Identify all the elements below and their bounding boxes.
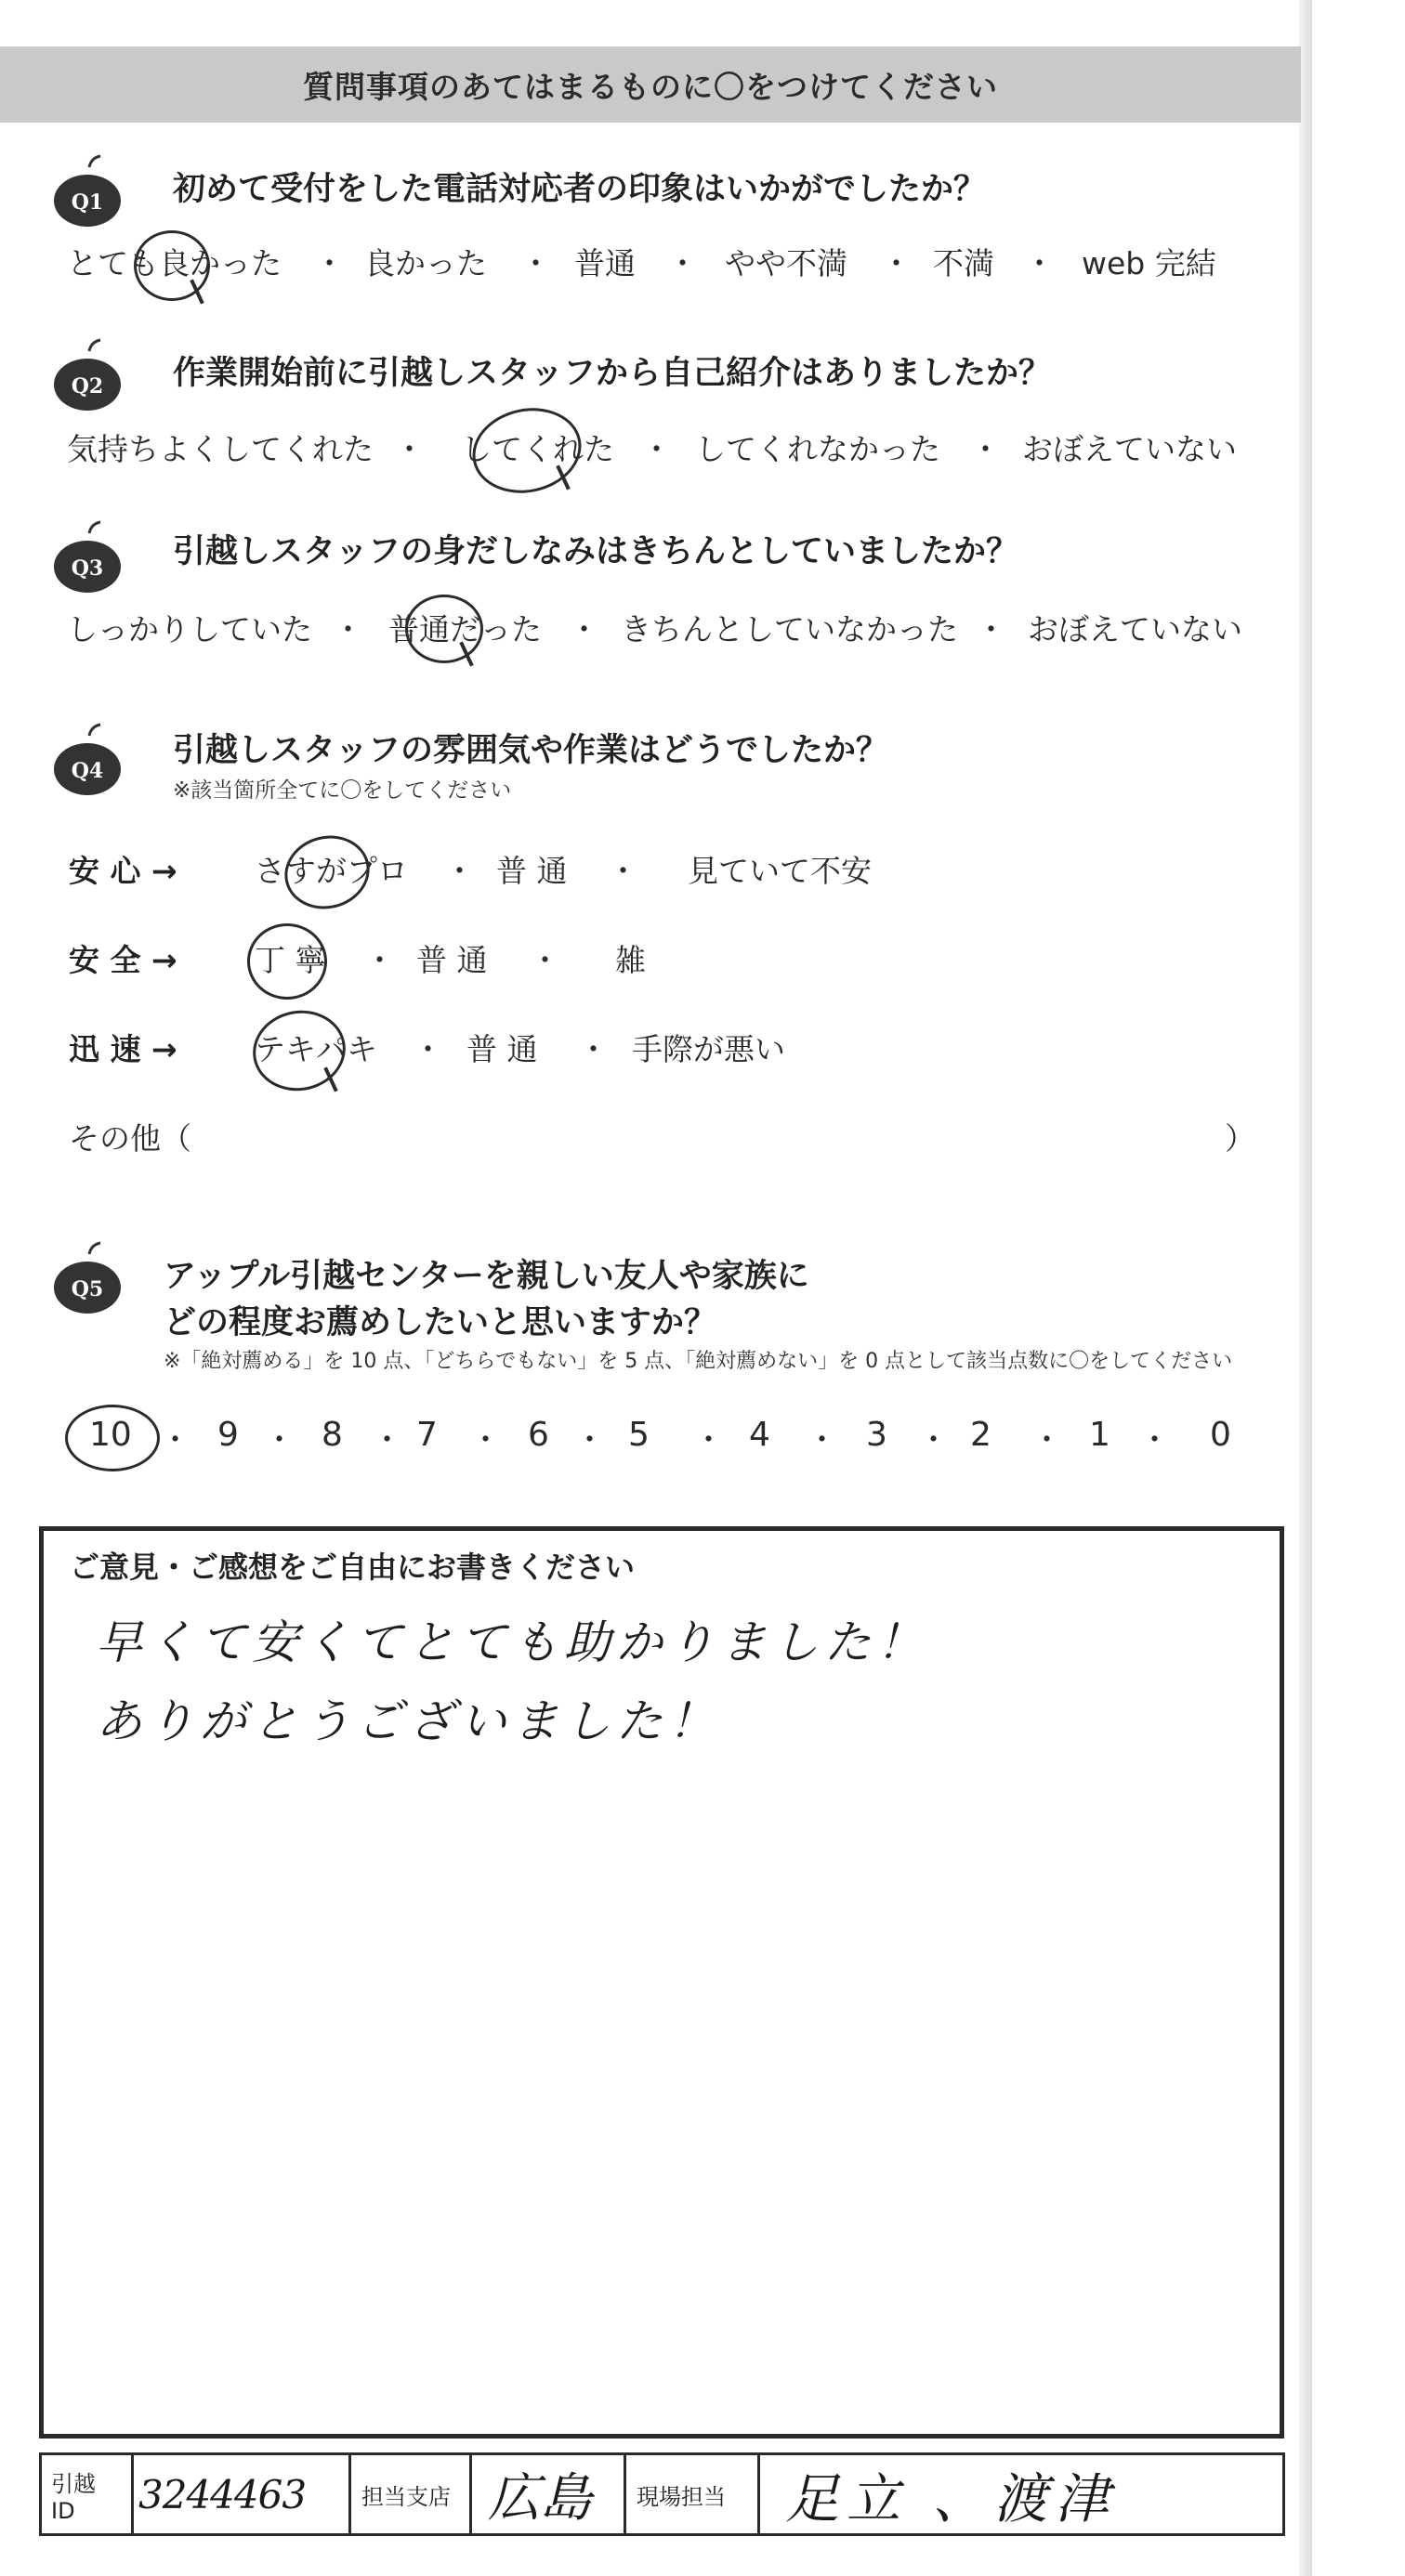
q4-anzen-selection-circle [247, 923, 327, 1000]
branch-label-cell [352, 2455, 469, 2533]
q4-anshin-option-1[interactable]: さすがプロ [255, 853, 408, 889]
q5-score-7[interactable]: 7 [416, 1416, 438, 1454]
separator: ・ [807, 1421, 837, 1458]
separator: ・ [693, 1421, 724, 1458]
divider [348, 2455, 351, 2533]
q5-selection-circle [65, 1405, 160, 1471]
q5-score-9[interactable]: 9 [217, 1416, 239, 1454]
q2-option-2[interactable]: してくれた [461, 431, 614, 467]
q2-option-1[interactable]: 気持ちよくしてくれた [67, 431, 374, 467]
q5-question-line2: どの程度お薦めしたいと思いますか？ [164, 1304, 717, 1341]
separator: ・ [470, 1421, 501, 1458]
q4-anshin-option-2[interactable]: 普 通 [496, 853, 568, 889]
separator: ・ [333, 611, 363, 647]
separator: ・ [976, 611, 1006, 647]
q2-question: 作業開始前に引越しスタッフから自己紹介はありましたか？ [173, 355, 1052, 392]
staff-value: 足立 、渡津 [785, 2467, 1117, 2530]
separator: ・ [413, 1031, 443, 1067]
q3-badge: Q3 [71, 556, 104, 581]
q4-question: 引越しスタッフの雰囲気や作業はどうでしたか？ [173, 732, 889, 769]
q5-score-1[interactable]: 1 [1089, 1416, 1110, 1454]
q5-score-8[interactable]: 8 [322, 1416, 343, 1454]
q3-option-1[interactable]: しっかりしていた [67, 611, 312, 647]
q4-other-close: ） [1225, 1120, 1255, 1157]
q3-apple-icon [48, 520, 126, 598]
q1-option-4[interactable]: やや不満 [725, 245, 847, 281]
q3-option-2[interactable]: 普通だった [388, 611, 542, 647]
separator: ・ [444, 853, 475, 889]
q3-question: 引越しスタッフの身だしなみはきちんとしていましたか？ [173, 533, 1019, 570]
move-id-value: 3244463 [138, 2471, 307, 2517]
separator: ・ [364, 942, 395, 978]
q3-option-3[interactable]: きちんとしていなかった [621, 611, 958, 647]
q4-note: ※該当箇所全てに〇をしてください [173, 778, 512, 803]
branch-label: 担当支店 [361, 2483, 451, 2510]
q5-score-6[interactable]: 6 [528, 1416, 549, 1454]
separator: ・ [520, 245, 551, 281]
q2-apple-icon [48, 338, 126, 416]
q5-score-2[interactable]: 2 [970, 1416, 991, 1454]
separator: ・ [530, 942, 560, 978]
q4-badge: Q4 [71, 759, 104, 783]
q5-note: ※「絶対薦める」を 10 点、「どちらでもない」を 5 点、「絶対薦めない」を 0 点として該当点数に〇をしてください [164, 1350, 1233, 1373]
q2-selection-circle [465, 399, 589, 503]
separator: ・ [569, 611, 599, 647]
q5-question-line1: アップル引越センターを親しい友人や家族に [164, 1258, 809, 1295]
divider [469, 2455, 472, 2533]
q4-row-anshin-label: 安 心 → [69, 853, 177, 889]
q4-anshin-option-3[interactable]: 見ていて不安 [688, 853, 872, 889]
comment-handwritten-line-2: ありがとうございました！ [96, 1694, 720, 1748]
separator: ・ [574, 1421, 605, 1458]
q4-anzen-option-3[interactable]: 雑 [615, 942, 646, 978]
q3-selection-circle [405, 595, 483, 663]
q1-option-6[interactable]: web 完結 [1082, 245, 1216, 281]
separator: ・ [1024, 245, 1055, 281]
q2-option-4[interactable]: おぼえていない [1022, 431, 1237, 467]
separator: ・ [641, 431, 672, 467]
q2-badge: Q2 [71, 374, 104, 399]
separator: ・ [608, 853, 638, 889]
q1-option-1[interactable]: とても良かった [67, 245, 282, 281]
q1-option-3[interactable]: 普通 [574, 245, 636, 281]
q4-other-label: その他（ [69, 1120, 191, 1157]
q4-anzen-option-1[interactable]: 丁 寧 [255, 942, 326, 978]
separator: ・ [1139, 1421, 1170, 1458]
q1-option-5[interactable]: 不満 [933, 245, 994, 281]
separator: ・ [918, 1421, 949, 1458]
q5-score-10[interactable]: 10 [89, 1416, 132, 1454]
q4-jinsoku-option-2[interactable]: 普 通 [466, 1031, 538, 1067]
instruction-text: 質問事項のあてはまるものに〇をつけてください [303, 68, 998, 105]
paper-edge [1299, 0, 1312, 2576]
q4-jinsoku-option-3[interactable]: 手際が悪い [632, 1031, 785, 1067]
q4-row-anzen-label: 安 全 → [69, 942, 177, 978]
staff-label-cell [627, 2455, 757, 2533]
comment-box[interactable] [39, 1526, 1284, 2439]
separator: ・ [394, 431, 425, 467]
q2-option-3[interactable]: してくれなかった [695, 431, 940, 467]
q1-badge: Q1 [71, 190, 104, 215]
move-id-label: 引越 ID [51, 2470, 96, 2524]
separator: ・ [667, 245, 698, 281]
move-id-value-cell [138, 2455, 361, 2533]
separator: ・ [160, 1421, 190, 1458]
q5-badge: Q5 [71, 1277, 104, 1301]
q5-score-5[interactable]: 5 [628, 1416, 650, 1454]
q5-apple-icon [48, 1241, 126, 1319]
divider [757, 2455, 760, 2533]
staff-value-cell [785, 2455, 1268, 2533]
q4-jinsoku-option-1[interactable]: テキパキ [255, 1031, 377, 1067]
move-id-label-cell [42, 2455, 131, 2533]
footer-info-table [39, 2452, 1285, 2536]
instruction-header [0, 46, 1301, 123]
q5-score-0[interactable]: 0 [1210, 1416, 1231, 1454]
divider [624, 2455, 626, 2533]
divider [131, 2455, 134, 2533]
q1-apple-icon [48, 154, 126, 232]
q3-option-4[interactable]: おぼえていない [1028, 611, 1242, 647]
separator: ・ [264, 1421, 295, 1458]
separator: ・ [1031, 1421, 1062, 1458]
staff-label: 現場担当 [637, 2483, 726, 2510]
q4-row-jinsoku-label: 迅 速 → [69, 1031, 177, 1067]
separator: ・ [372, 1421, 402, 1458]
q5-score-4[interactable]: 4 [749, 1416, 770, 1454]
separator: ・ [314, 245, 345, 281]
comment-title: ご意見・ご感想をご自由にお書きください [70, 1550, 636, 1585]
comment-handwritten-line-1: 早くて安くてとても助かりました！ [96, 1615, 928, 1669]
q4-anshin-selection-circle [277, 827, 377, 918]
q5-score-3[interactable]: 3 [866, 1416, 887, 1454]
separator: ・ [881, 245, 912, 281]
q4-jinsoku-selection-circle [246, 1003, 351, 1098]
q4-anzen-option-2[interactable]: 普 通 [416, 942, 488, 978]
q1-option-2[interactable]: 良かった [364, 245, 487, 281]
separator: ・ [970, 431, 1001, 467]
separator: ・ [578, 1031, 609, 1067]
branch-value: 広島 [488, 2468, 592, 2529]
q4-apple-icon [48, 723, 126, 801]
q1-question: 初めて受付をした電話対応者の印象はいかがでしたか？ [173, 171, 987, 208]
